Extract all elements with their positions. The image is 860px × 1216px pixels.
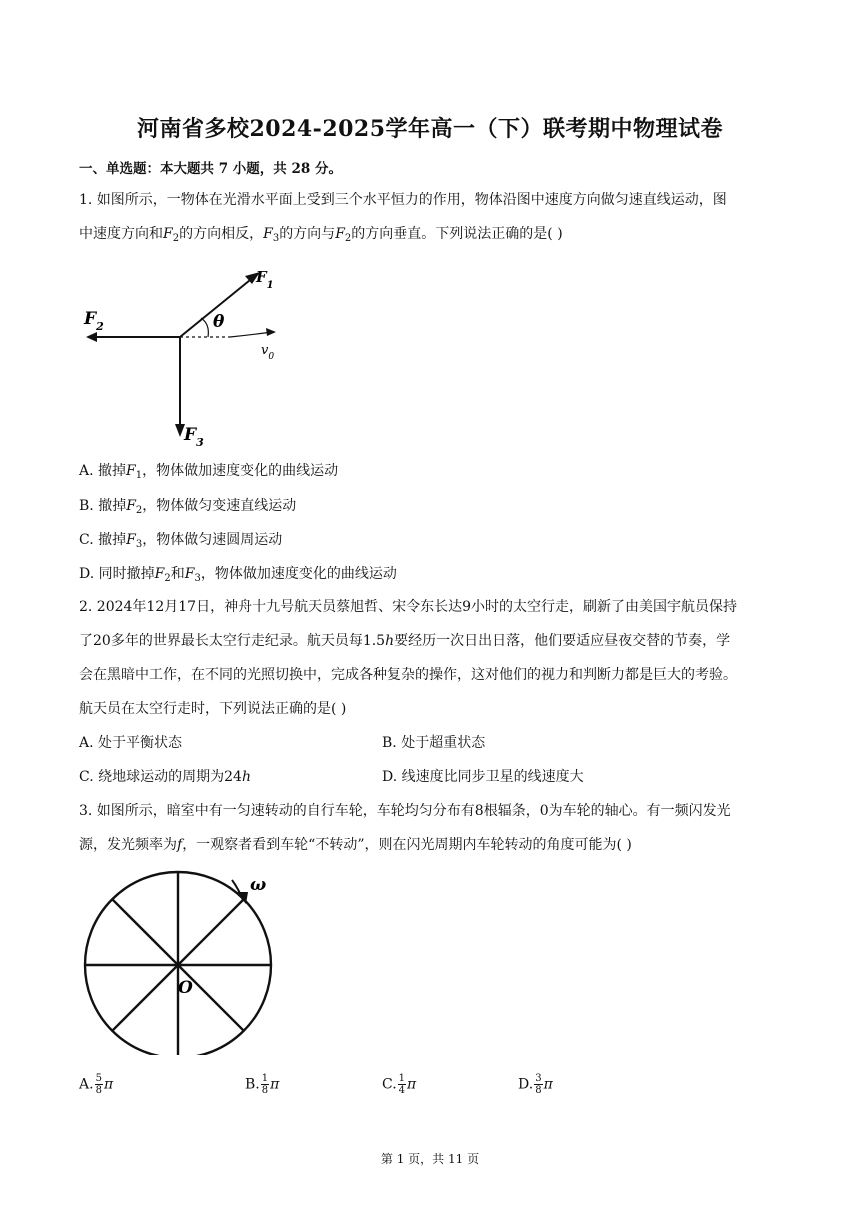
q1-var-f2: $F_2$ [163,226,180,244]
question-2-stem [79,590,781,726]
question-1-stem [79,183,781,256]
q3-option-a: A. $\frac{5}{8}$ π [79,1073,114,1096]
section-heading: 一、单选题：本大题共 7 小题，共 28 分。 [79,161,342,177]
q3-option-c: C. $\frac{1}{4}$ π [382,1073,417,1096]
question-3-stem [79,794,781,862]
v0-arrow [230,332,272,337]
q3-var-f: f [177,837,183,853]
q3-option-d: D. $\frac{3}{8}$ π [518,1073,553,1096]
q1-option-c: C. 撤掉$F_3$，物体做匀速圆周运动 [79,532,283,550]
q2-line2-rest: 要经历一次日出日落，他们要适应昼夜交替的节奏，学 [394,633,731,649]
f2-label: $F_2$ [84,309,104,333]
q1-line1: 1. 如图所示，一物体在光滑水平面上受到三个水平恒力的作用，物体沿图中速度方向做匀速直线运动，图 [79,192,727,208]
q2-line3: 会在黑暗中工作，在不同的光照切换中，完成各种复杂的操作，这对他们的视力和判断力都是巨大的考验。 [79,667,737,683]
q1-option-b: B. 撤掉$F_2$，物体做匀变速直线运动 [79,498,297,516]
f2-arrowhead [86,332,97,342]
page-footer: 第 1 页，共 11 页 [380,1152,480,1166]
q3-line2b: ，一观察者看到车轮“不转动”，则在闪光周期内车轮转动的角度可能为( ) [182,837,632,853]
f1-label: $F_1$ [256,268,274,291]
q2-line2: 了20多年的世界最长太空行走纪录。航天员每1.5 [79,633,386,649]
wheel-diagram [78,866,318,1058]
q1-line2a: 中速度方向和 [79,226,163,242]
q1-option-a: A. 撤掉$F_1$，物体做加速度变化的曲线运动 [79,463,339,481]
q2-line4: 航天员在太空行走时，下列说法正确的是( ) [79,701,347,717]
q2-option-a: A. 处于平衡状态 [79,735,183,751]
q1-line2c: 的方向与 [279,226,336,242]
q3-option-b: B. $\frac{1}{8}$ π [245,1073,280,1096]
f3-label: $F_3$ [184,425,204,449]
q2-line1: 2. 2024年12月17日，神舟十九号航天员蔡旭哲、宋令东长达9小时的太空行走，刷新了由美国宇航员保持 [79,599,737,615]
v0-arrowhead [266,328,276,336]
force-diagram [80,262,300,452]
q3-line2a: 源，发光频率为 [79,837,177,853]
q2-option-b: B. 处于超重状态 [382,735,486,751]
page-title: 河南省多校2024-2025学年高一（下）联考期中物理试卷 [136,116,724,142]
q1-option-d: D. 同时撤掉$F_2$和$F_3$，物体做加速度变化的曲线运动 [79,566,397,584]
theta-label: θ [213,312,225,332]
q1-var-f3: $F_3$ [263,226,280,244]
q1-var-f2b: $F_2$ [335,226,352,244]
q2-option-d: D. 线速度比同步卫星的线速度大 [382,769,584,785]
center-label: O [178,978,193,998]
q2-option-c: C. 绕地球运动的周期为24h [79,769,251,785]
q3-line1: 3. 如图所示，暗室中有一匀速转动的自行车轮，车轮均匀分布有8根辐条，0为车轮的轴心。有一频闪发光 [79,803,731,819]
theta-arc [201,318,208,337]
q1-line2b: 的方向相反， [179,226,264,242]
omega-label: ω [250,875,267,895]
q1-line2d: 的方向垂直。下列说法正确的是( ) [351,226,563,242]
q2-var-h: h [385,633,395,649]
v0-label: $v_0$ [261,343,275,362]
